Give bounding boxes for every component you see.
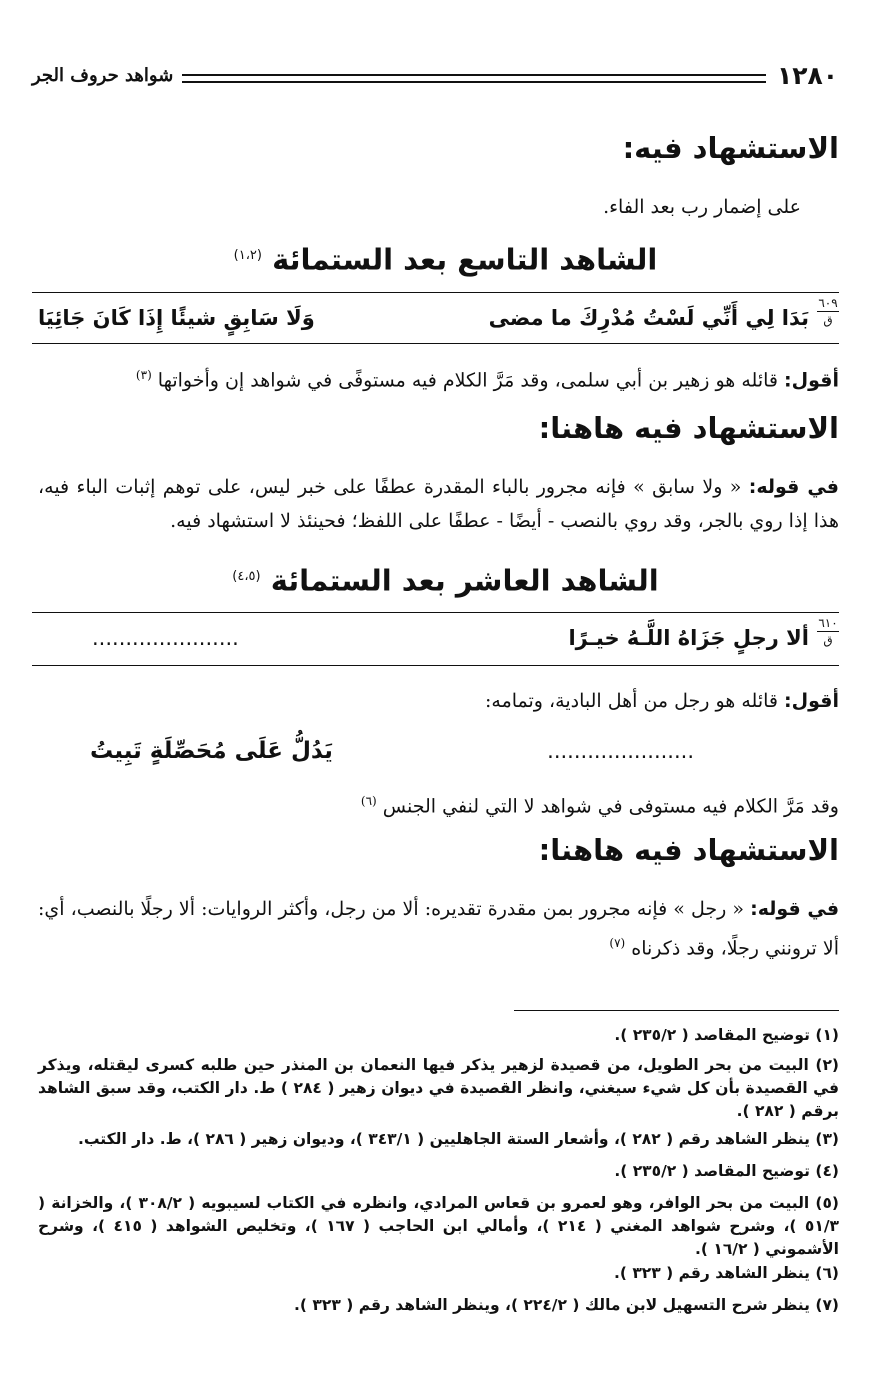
title-note: (١،٢) — [233, 248, 262, 263]
footnote: (١) توضيح المقاصد ( ٢٣٥/٢ ). — [614, 1026, 839, 1044]
footnote: (٢) البيت من بحر الطويل، من قصيدة لزهير يذكر فيها النعمان بن المنذر حين طلبه كسرى ليقتله، ويذكر في القصيدة بأن كل شيء سيغني، وانظر القصيدة في ديوان زهير ( ٢٨٤ ) ط. دار الكتب، وقد سبق الشاهد برقم ( ٢٨٢ ). — [38, 1056, 839, 1120]
paragraph: على إضمار رب بعد الفاء. — [603, 196, 801, 218]
footnote-ref: (٣) — [135, 368, 152, 382]
paragraph-text: قائله هو زهير بن أبي سلمى، وقد مَرَّ الكلام فيه مستوفًى في شواهد إن وأخواتها — [157, 369, 778, 392]
page-number: ١٢٨٠ — [776, 61, 838, 90]
verse-number — [817, 617, 839, 646]
verse-second-hemistich: يَدُلُّ عَلَى مُحَصِّلَةٍ تَبِيتُ — [90, 738, 333, 764]
header-rule — [182, 74, 766, 83]
section-heading: الاستشهاد فيه: — [622, 131, 839, 165]
lead-word: في قوله: — [748, 476, 839, 498]
section-heading: الاستشهاد فيه هاهنا: — [538, 411, 839, 445]
verse-number-q: ق — [823, 633, 833, 647]
paragraph — [38, 784, 839, 823]
verse-dots: ...................... — [547, 739, 694, 763]
verse-number-value: ٦٠٩ — [818, 296, 838, 310]
shahid-610-title — [0, 557, 891, 601]
verse-dots: ...................... — [92, 626, 239, 650]
footnote: (٧) ينظر شرح التسهيل لابن مالك ( ٢٢٤/٢ )، وينظر الشاهد رقم ( ٣٢٣ ). — [294, 1296, 839, 1314]
paragraph-text: « رجل » فإنه مجرور بمن مقدرة تقديره: ألا من رجل، وأكثر الروايات: ألا رجلًا بالنصب، أي: ألا ترونني رجلًا، وقد ذكرناه — [38, 898, 839, 960]
paragraph — [38, 892, 839, 965]
title-text: الشاهد العاشر بعد الستمائة — [270, 563, 659, 598]
paragraph-text: « ولا سابق » فإنه مجرور بالباء المقدرة عطفًا على خبر ليس، على توهم إثبات الباء فيه، هذا إذا روي بالجر، وقد روي بالنصب - أيضًا - عطفًا على اللفظ؛ فحينئذ لا استشهاد فيه. — [38, 476, 839, 532]
lead-word: أقول: — [784, 369, 839, 392]
verse-number — [817, 297, 839, 326]
footnote: (٤) توضيح المقاصد ( ٢٣٥/٢ ). — [614, 1162, 839, 1180]
footnote-ref: (٧) — [609, 936, 626, 950]
footnote: (٣) ينظر الشاهد رقم ( ٢٨٢ )، وأشعار الستة الجاهليين ( ٣٤٣/١ )، وديوان زهير ( ٢٨٦ )، ط. دار الكتب. — [78, 1130, 839, 1148]
lead-word: أقول: — [784, 690, 839, 712]
footnote: (٥) البيت من بحر الوافر، وهو لعمرو بن قعاس المرادي، وانظره في الكتاب لسيبويه ( ٣٠٨/٢ )، والخزانة ( ٥١/٣ )، وشرح شواهد المغني ( ٢١٤ )، وأمالي ابن الحاجب ( ١٦٧ )، وتخليص الشواهد ( ٤١٥ )، وشرح الأشموني ( ١٦/٢ ). — [38, 1194, 839, 1258]
verse-610 — [32, 612, 839, 666]
verse-first-hemistich: بَدَا لِي أَنِّي لَسْتُ مُدْرِكَ ما مضى — [488, 306, 809, 330]
verse-609 — [32, 292, 839, 344]
paragraph — [38, 684, 839, 718]
paragraph-text: وقد مَرَّ الكلام فيه مستوفى في شواهد لا التي لنفي الجنس — [382, 795, 839, 818]
title-note: (٤،٥) — [232, 569, 261, 584]
paragraph — [38, 358, 839, 397]
footnote: (٦) ينظر الشاهد رقم ( ٣٢٣ ). — [613, 1264, 839, 1282]
verse-number-value: ٦١٠ — [818, 616, 838, 630]
footnote-separator — [514, 1010, 839, 1011]
paragraph — [38, 470, 839, 538]
footnote-ref: (٦) — [360, 794, 377, 808]
lead-word: في قوله: — [750, 898, 840, 920]
verse-second-hemistich: وَلَا سَابِقٍ شيئًا إِذَا كَانَ جَائِيَا — [38, 306, 315, 330]
paragraph-text: قائله هو رجل من أهل البادية، وتمامه: — [484, 690, 778, 712]
title-text: الشاهد التاسع بعد الستمائة — [272, 242, 658, 277]
section-heading: الاستشهاد فيه هاهنا: — [538, 833, 839, 867]
verse-number-q: ق — [823, 313, 833, 327]
page-header — [32, 60, 838, 92]
shahid-609-title — [0, 236, 891, 280]
verse-first-hemistich: ألا رجلٍ جَزَاهُ اللَّـهُ خيـرًا — [568, 626, 809, 650]
verse-completion — [38, 732, 839, 772]
running-title: شواهد حروف الجر — [32, 65, 174, 86]
